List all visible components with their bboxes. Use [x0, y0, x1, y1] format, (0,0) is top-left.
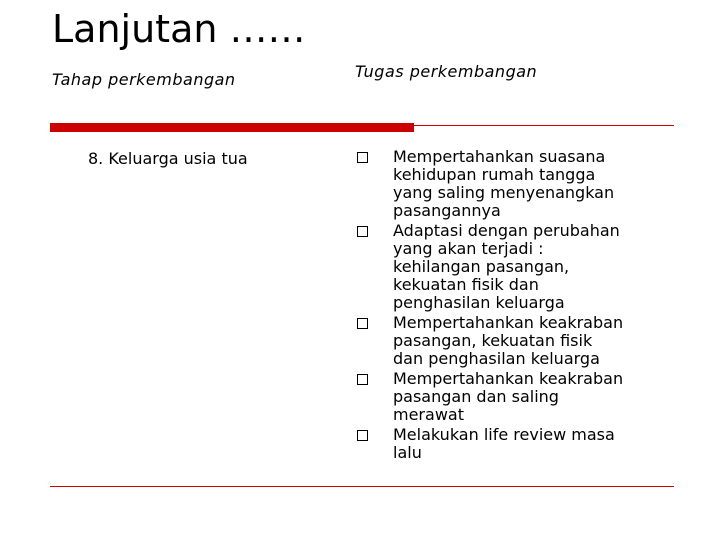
task-line: Adaptasi dengan perubahan [393, 221, 620, 240]
task-line: Melakukan life review masa [393, 425, 615, 444]
task-line: penghasilan keluarga [393, 293, 565, 312]
header-divider-thick [50, 123, 414, 132]
stage-label: 8. Keluarga usia tua [88, 149, 248, 168]
task-item [355, 148, 665, 220]
task-line: pasangan, kekuatan fisik [393, 331, 593, 350]
header-divider-thin [414, 125, 674, 126]
task-line: Mempertahankan keakraban [393, 369, 624, 388]
task-item [355, 314, 665, 368]
square-bullet-icon [357, 374, 368, 385]
task-line: yang akan terjadi : [393, 239, 544, 258]
task-line: merawat [393, 405, 464, 424]
task-item [355, 426, 665, 462]
square-bullet-icon [357, 226, 368, 237]
square-bullet-icon [357, 318, 368, 329]
task-line: dan penghasilan keluarga [393, 349, 600, 368]
task-list [355, 148, 665, 464]
column-header-stage: Tahap perkembangan [52, 70, 236, 89]
task-line: lalu [393, 443, 422, 462]
task-line: yang saling menyenangkan [393, 183, 615, 202]
task-item [355, 222, 665, 312]
task-line: Mempertahankan suasana [393, 147, 606, 166]
task-line: kekuatan fisik dan [393, 275, 539, 294]
task-line: pasangannya [393, 201, 501, 220]
task-item [355, 370, 665, 424]
footer-divider [50, 486, 674, 487]
square-bullet-icon [357, 152, 368, 163]
task-line: pasangan dan saling [393, 387, 559, 406]
column-header-tasks: Tugas perkembangan [355, 62, 538, 81]
task-line: kehidupan rumah tangga [393, 165, 596, 184]
task-line: Mempertahankan keakraban [393, 313, 624, 332]
slide-title: Lanjutan …… [52, 7, 306, 51]
task-line: kehilangan pasangan, [393, 257, 570, 276]
square-bullet-icon [357, 430, 368, 441]
